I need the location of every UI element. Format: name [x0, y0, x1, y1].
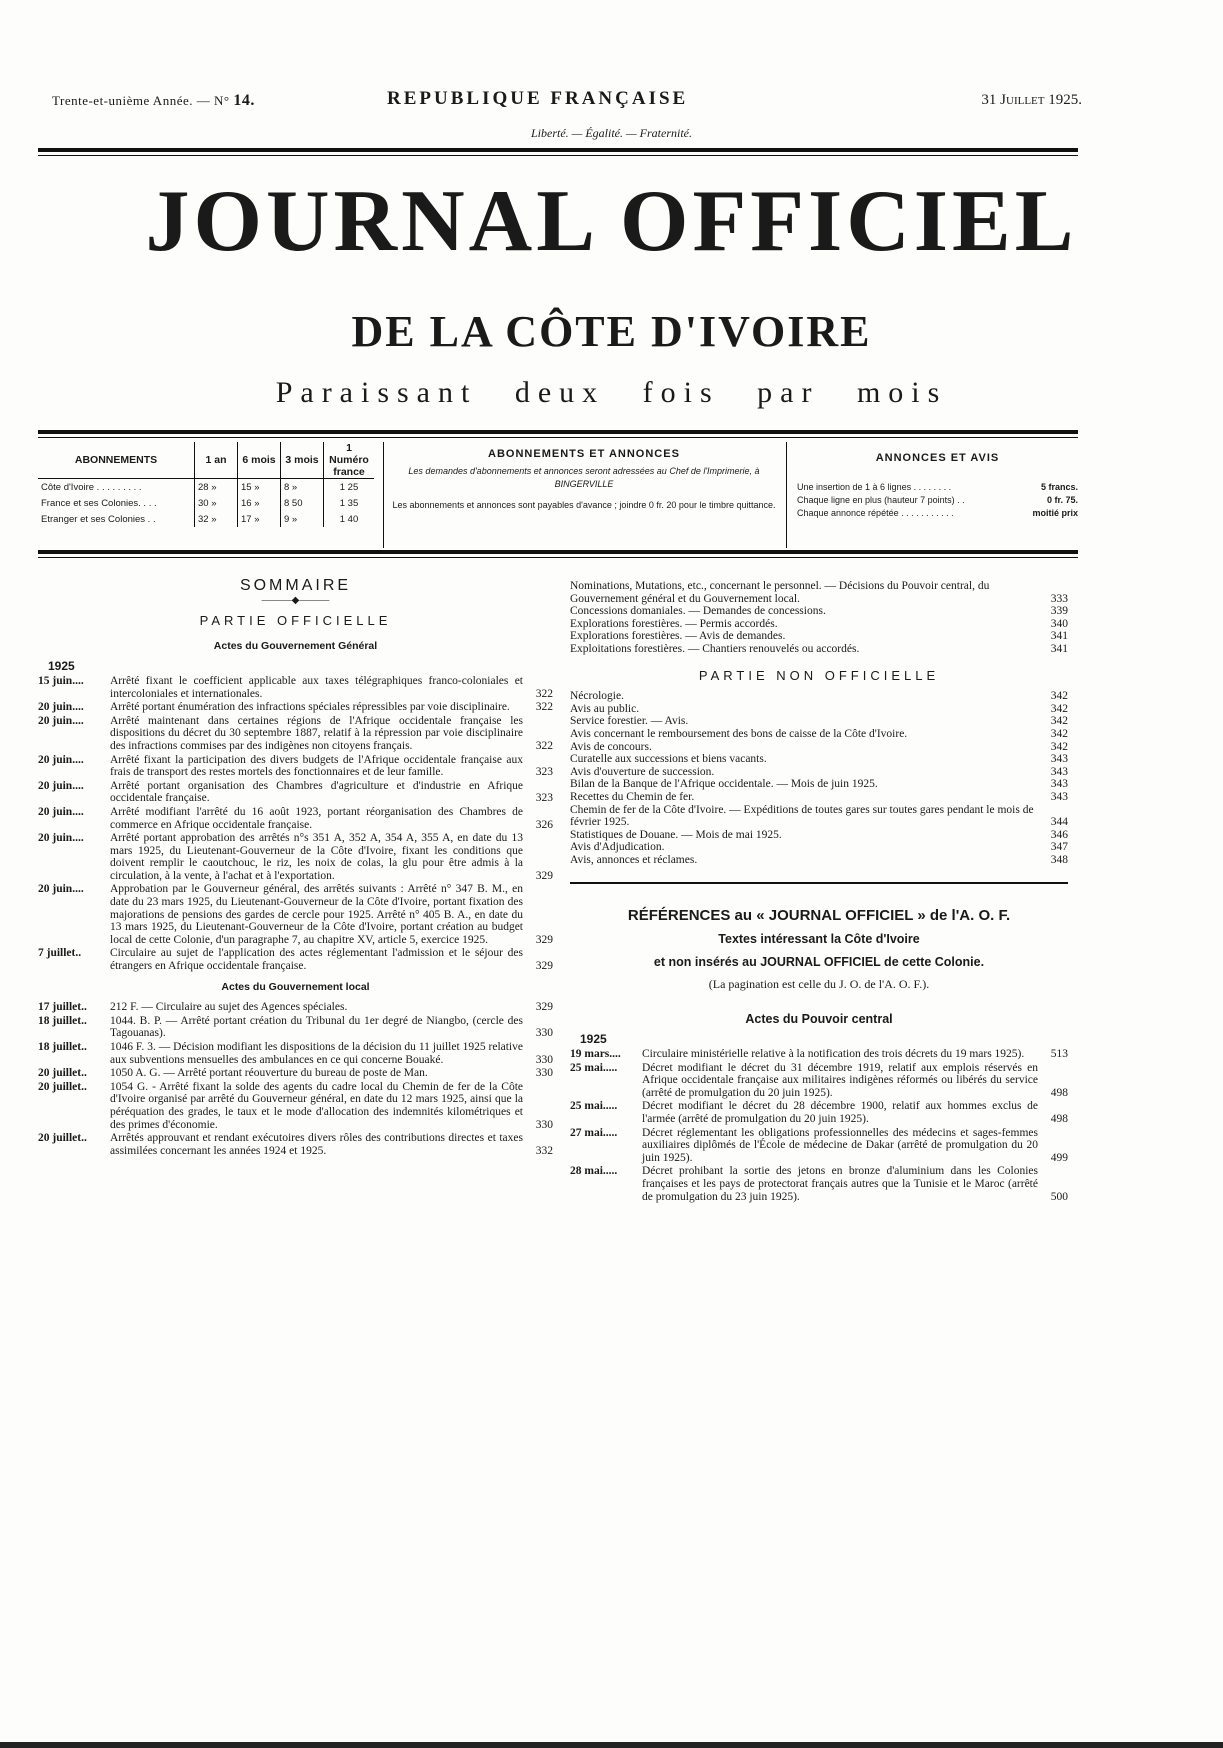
- entry-text: 1046 F. 3. — Décision modifiant les dispositions de la décision du 11 juillet 1925 relative aux subventions mensuelles des ambulances en ce qui concerne Bouaké.: [110, 1041, 523, 1066]
- entry-page: 342: [1050, 715, 1068, 728]
- ads-text-payment: Les abonnements et annonces sont payables d'avance ; joindre 0 fr. 20 pour le timbre quittance.: [392, 500, 776, 510]
- entry-text: Arrêté portant organisation des Chambres d'agriculture et d'industrie en Afrique occidentale française.: [110, 779, 523, 805]
- entry-text: Nominations, Mutations, etc., concernant le personnel. — Décisions du Pouvoir central, du Gouvernement général et du Gouvernement local.: [570, 580, 990, 605]
- notice-row: [797, 507, 1078, 520]
- entry-date: 20 juin....: [38, 779, 84, 792]
- entry-date: 20 juin....: [38, 714, 84, 727]
- entry-date: 18 juillet..: [38, 1041, 87, 1053]
- entry-page: 330: [535, 1118, 553, 1131]
- entry-page: 498: [1050, 1113, 1068, 1125]
- entry-text: Recettes du Chemin de fer.: [570, 790, 695, 803]
- entry-text: Arrêté maintenant dans certaines régions de l'Afrique occidentale française les dispositions du décret du 30 septembre 1887, relatif à la répression par voie disciplinaire des infractions commises par des indigènes non citoyens français.: [110, 714, 523, 752]
- entry-date: 25 mai.....: [570, 1061, 618, 1074]
- summary-entry: [38, 675, 553, 700]
- region-cell: France et ses Colonies. . . .: [41, 497, 157, 509]
- entry-page: 329: [535, 933, 553, 946]
- entry-text: Décret modifiant le décret du 28 décembre 1900, relatif aux hommes exclus de l'armée (arrêté de promulgation du 20 juin 1925).: [642, 1100, 1038, 1125]
- entry-text: Circulaire ministérielle relative à la notification des trois décrets du 19 mars 1925).: [642, 1048, 1025, 1061]
- summary-right-column: [570, 580, 1068, 1204]
- notice-text: Chaque annonce répétée . . . . . . . . . . .: [797, 508, 954, 518]
- price-cell: 8 50: [281, 495, 324, 511]
- entry-text: Arrêté fixant la participation des divers budgets de l'Afrique occidentale française aux frais de transport des restes mortels des fonctionnaires et de leur famille.: [110, 753, 523, 779]
- issue-header: [52, 88, 1082, 114]
- entry-text: Avis d'Adjudication.: [570, 841, 665, 854]
- summary-entry: [38, 947, 553, 972]
- ads-header: ABONNEMENTS ET ANNONCES: [488, 448, 680, 460]
- journal-subtitle: DE LA CÔTE D'IVOIRE: [351, 307, 872, 356]
- entry-page: 329: [535, 869, 553, 882]
- entry-text: Décret modifiant le décret du 31 décembre 1919, relatif aux emplois réservés en Afrique occidentale française aux militaires indigènes réformés ou libérés du service (arrêté de promulgation du 20 juin 1925).: [642, 1061, 1038, 1099]
- entry-page: 346: [1050, 828, 1068, 841]
- ads-text-address: Les demandes d'abonnements et annonces seront adressées au Chef de l'Imprimerie, à BINGERVILLE: [408, 466, 760, 489]
- price-cell: 17 »: [238, 511, 281, 527]
- entry-page: 322: [535, 739, 553, 752]
- entry-page: 348: [1050, 853, 1068, 866]
- summary-entry: [570, 630, 1068, 643]
- entry-date: 20 juin....: [38, 832, 84, 845]
- entry-date: 20 juin....: [38, 753, 84, 766]
- notice-row: [797, 481, 1078, 494]
- summary-left-column: [38, 577, 553, 1158]
- entry-page: 322: [535, 701, 553, 714]
- references-sub1: Textes intéressant la Côte d'Ivoire: [718, 932, 920, 947]
- section-rule: [570, 882, 1068, 884]
- col-single-issue: 1 Numéro france: [324, 442, 375, 479]
- price-cell: 32 »: [195, 511, 238, 527]
- summary-entry: [38, 1041, 553, 1066]
- entry-page: 513: [1050, 1048, 1068, 1061]
- notice-price: 0 fr. 75.: [1046, 495, 1078, 505]
- summary-entry: [38, 1081, 553, 1131]
- entry-date: 27 mai.....: [570, 1126, 618, 1139]
- entry-text: Décret prohibant la sortie des jetons en bronze d'aluminium dans les Colonies françaises et les pays de protectorat français autres que la Tunisie et le Maroc (arrêté de promulgation du 23 juin 1925).: [642, 1165, 1038, 1203]
- entry-text: 1044. B. P. — Arrêté portant création du Tribunal du 1er degré de Niangbo, (cercle des Tagouanas).: [110, 1014, 523, 1040]
- entry-date: 20 juin....: [38, 883, 84, 896]
- entry-date: 20 juin....: [38, 805, 84, 818]
- summary-entry: [570, 690, 1068, 703]
- entry-page: 500: [1050, 1190, 1068, 1203]
- page-bottom-border: [0, 1742, 1223, 1748]
- entry-page: 341: [1050, 642, 1068, 655]
- summary-entry: [38, 715, 553, 753]
- entry-text: Avis, annonces et réclames.: [570, 853, 698, 866]
- entry-page: 330: [535, 1027, 553, 1040]
- summary-entry: [570, 1165, 1068, 1203]
- price-cell: 9 »: [281, 511, 324, 527]
- summary-entry: [570, 766, 1068, 779]
- entry-date: 20 juillet..: [38, 1067, 87, 1080]
- republic-label: REPUBLIQUE FRANÇAISE: [387, 88, 689, 109]
- entry-page: 341: [1050, 630, 1068, 643]
- entry-page: 323: [535, 792, 553, 805]
- summary-entry: [38, 883, 553, 946]
- summary-entry: [570, 703, 1068, 716]
- price-cell: 8 »: [281, 479, 324, 496]
- summary-entry: [570, 1062, 1068, 1100]
- entry-text: Circulaire au sujet de l'application des actes réglementant l'admission et le séjour des étrangers en Afrique occidentale française.: [110, 947, 523, 973]
- entry-page: 343: [1050, 765, 1068, 778]
- subscription-label: ABONNEMENTS: [38, 442, 195, 479]
- entry-page: 322: [535, 687, 553, 700]
- summary-entry: [570, 643, 1068, 656]
- notices-box: [786, 442, 1078, 548]
- entry-text: Arrêté fixant le coefficient applicable aux taxes télégraphiques franco-coloniales et intercoloniales et internationales.: [110, 674, 523, 700]
- entry-text: Exploitations forestières. — Chantiers renouvelés ou accordés.: [570, 642, 860, 655]
- entry-text: 1054 G. - Arrêté fixant la solde des agents du cadre local du Chemin de fer de la Côte d'Ivoire organisé par arrêté du Gouverneur général, en date du 12 mars 1925, ainsi que la péréquation des grades, le taux et le mode d'allocation des indemnités kilométriques et des primes d'économie.: [110, 1080, 523, 1131]
- entry-page: 333: [1050, 592, 1068, 605]
- entry-text: Service forestier. — Avis.: [570, 715, 689, 728]
- summary-entry: [38, 832, 553, 882]
- summary-entry: [570, 753, 1068, 766]
- subscription-rule-thin: [38, 557, 1078, 558]
- references-note: (La pagination est celle du J. O. de l'A. O. F.).: [708, 977, 930, 992]
- summary-entry: [570, 741, 1068, 754]
- entry-date: 20 juillet..: [38, 1132, 87, 1145]
- unofficial-list: [570, 690, 1068, 866]
- part-official: PARTIE OFFICIELLE: [199, 613, 392, 629]
- references-sub2: et non insérés au JOURNAL OFFICIEL de cette Colonie.: [653, 954, 985, 969]
- entry-text: Chemin de fer de la Côte d'Ivoire. — Expéditions de toutes gares sur toutes gares pendant le mois de février 1925.: [570, 803, 1034, 829]
- col-three-months: 3 mois: [281, 442, 324, 479]
- notice-text: Chaque ligne en plus (hauteur 7 points) . .: [797, 495, 965, 505]
- references-title: RÉFÉRENCES au « JOURNAL OFFICIEL » de l'A. O. F.: [627, 907, 1011, 925]
- entry-page: 342: [1050, 702, 1068, 715]
- entry-date: 28 mai.....: [570, 1165, 618, 1178]
- summary-entry: [570, 715, 1068, 728]
- entry-text: Concessions domaniales. — Demandes de concessions.: [570, 605, 826, 618]
- entry-date: 18 juillet..: [38, 1014, 87, 1027]
- entry-text: Arrêté portant approbation des arrêtés n°s 351 A, 352 A, 354 A, 355 A, en date du 13 mars 1925, du Lieutenant-Gouverneur de la Côte d'Ivoire, fixant les conditions que doivent remplir le caoutchouc, le riz, les noix de colas, la glu pour être admis à la circulation, à la vente, à l'achat et à l'exportation.: [110, 832, 523, 882]
- price-cell: 16 »: [238, 495, 281, 511]
- entry-page: 342: [1050, 690, 1068, 703]
- summary-entry: [38, 754, 553, 779]
- masthead-rule-thin: [38, 437, 1078, 438]
- entry-text: Bilan de la Banque de l'Afrique occidentale. — Mois de juin 1925.: [570, 778, 878, 791]
- summary-entry: [570, 1048, 1068, 1061]
- summary-entry: [570, 1127, 1068, 1165]
- col-year: 1 an: [195, 442, 238, 479]
- entry-text: Avis concernant le remboursement des bons de caisse de la Côte d'Ivoire.: [570, 727, 908, 740]
- entry-text: Explorations forestières. — Avis de demandes.: [570, 630, 786, 643]
- notice-text: Une insertion de 1 à 6 lignes . . . . . . . .: [797, 482, 952, 492]
- issue-date: 31 Juillet 1925.: [981, 92, 1082, 108]
- entry-text: Arrêtés approuvant et rendant exécutoires divers rôles des contributions directes et taxes assimilées concernant les années 1924 et 1925.: [110, 1132, 523, 1157]
- year-label: 1925: [48, 659, 75, 674]
- ref-year-label: 1925: [580, 1032, 607, 1047]
- summary-entry: [570, 618, 1068, 631]
- entry-text: 1050 A. G. — Arrêté portant réouverture du bureau de poste de Man.: [110, 1067, 428, 1080]
- entry-page: 330: [535, 1067, 553, 1080]
- price-cell: 1 35: [324, 495, 375, 511]
- summary-entry: [38, 780, 553, 805]
- issue-prefix: Trente-et-unième Année. — N°: [52, 93, 230, 108]
- personnel-list: [570, 580, 1068, 656]
- entry-text: Arrêté modifiant l'arrêté du 16 août 1923, portant réorganisation des Chambres de commerce en Afrique occidentale française.: [110, 805, 523, 831]
- summary-entry: [570, 1100, 1068, 1125]
- summary-entry: [38, 701, 553, 714]
- entry-page: 329: [535, 1001, 553, 1014]
- entry-page: 499: [1050, 1151, 1068, 1164]
- ornament: ———◆———: [261, 594, 330, 606]
- entry-date: 7 juillet..: [38, 947, 82, 960]
- subscription-row: [38, 511, 374, 527]
- entry-date: 20 juin....: [38, 701, 84, 714]
- summary-entry: [38, 806, 553, 831]
- entry-text: Avis de concours.: [570, 740, 652, 753]
- entry-page: 340: [1050, 617, 1068, 630]
- summary-entry: [38, 1015, 553, 1040]
- subscription-table: [38, 442, 374, 527]
- ads-box: [383, 442, 784, 548]
- summary-entry: [570, 605, 1068, 618]
- entry-text: Nécrologie.: [570, 690, 624, 703]
- summary-entry: [570, 829, 1068, 842]
- header-rule: [38, 148, 1078, 152]
- entry-text: Explorations forestières. — Permis accordés.: [570, 617, 778, 630]
- entry-page: 326: [535, 818, 553, 831]
- entry-date: 19 mars....: [570, 1048, 621, 1061]
- entry-page: 344: [1050, 816, 1068, 829]
- price-cell: 28 »: [195, 479, 238, 496]
- entry-date: 17 juillet..: [38, 1001, 87, 1014]
- entry-page: 342: [1050, 727, 1068, 740]
- entry-text: Avis d'ouverture de succession.: [570, 765, 715, 778]
- general-acts-list: [38, 675, 553, 973]
- price-cell: 1 40: [324, 511, 375, 527]
- gov-local-heading: Actes du Gouvernement local: [221, 980, 370, 993]
- local-acts-list: [38, 1001, 553, 1157]
- entry-page: 323: [535, 766, 553, 779]
- region-cell: Etranger et ses Colonies . .: [41, 513, 156, 525]
- summary-entry: [570, 854, 1068, 867]
- notice-price: moitié prix: [1032, 508, 1078, 518]
- notice-row: [797, 494, 1078, 507]
- journal-tagline: Paraissant deux fois par mois: [275, 376, 948, 409]
- summary-entry: [38, 1132, 553, 1157]
- header-rule-thin: [38, 155, 1078, 156]
- references-list: [570, 1048, 1068, 1203]
- region-cell: Côte d'Ivoire . . . . . . . . .: [41, 481, 142, 493]
- entry-text: Approbation par le Gouverneur général, des arrêtés suivants : Arrêté n° 347 B. M., en date du 23 mars 1925, du Lieutenant-Gouverneur de la Côte d'Ivoire, portant fixation des majorations de pensions des gardes de cercle pour 1925. Arrêté n° 405 B. A., en date du 13 mars 1925, du Lieutenant-Gouverneur de la Côte d'Ivoire, portant création au budget local de cette Colonie, d'un paragraphe 7, au chapitre XV, article 5, exercice 1925.: [110, 883, 523, 946]
- entry-text: Arrêté portant énumération des infractions spéciales répressibles par voie disciplinaire.: [110, 701, 510, 714]
- issue-number: 14.: [233, 92, 255, 109]
- entry-page: 339: [1050, 605, 1068, 618]
- motto: Liberté. — Égalité. — Fraternité.: [531, 126, 692, 140]
- entry-page: 343: [1050, 778, 1068, 791]
- entry-page: 329: [535, 960, 553, 973]
- entry-text: Décret réglementant les obligations professionnelles des médecins et sages-femmes auxiliaires diplômés de l'École de médecine de Dakar (arrêté de promulgation du 20 juin 1925).: [642, 1126, 1038, 1164]
- notice-price: 5 francs.: [1040, 482, 1078, 492]
- issue-info: [52, 92, 255, 110]
- entry-date: 15 juin....: [38, 674, 84, 687]
- entry-date: 25 mai.....: [570, 1100, 618, 1113]
- summary-title: SOMMAIRE: [239, 577, 352, 594]
- entry-page: 343: [1050, 790, 1068, 803]
- entry-text: 212 F. — Circulaire au sujet des Agences spéciales.: [110, 1001, 348, 1014]
- gov-general-heading: Actes du Gouvernement Général: [213, 639, 378, 652]
- entry-page: 498: [1050, 1086, 1068, 1099]
- part-unofficial: PARTIE NON OFFICIELLE: [698, 667, 940, 683]
- price-cell: 15 »: [238, 479, 281, 496]
- summary-entry: [38, 1001, 553, 1014]
- masthead-rule: [38, 430, 1078, 434]
- subscription-row: [38, 495, 374, 511]
- price-cell: 1 25: [324, 479, 375, 496]
- summary-entry: [570, 804, 1068, 829]
- price-cell: 30 »: [195, 495, 238, 511]
- entry-text: Avis au public.: [570, 702, 640, 715]
- col-six-months: 6 mois: [238, 442, 281, 479]
- summary-entry: [570, 728, 1068, 741]
- summary-entry: [570, 778, 1068, 791]
- journal-title: JOURNAL OFFICIEL: [145, 173, 1078, 270]
- entry-page: 347: [1050, 841, 1068, 854]
- entry-page: 343: [1050, 753, 1068, 766]
- central-power-heading: Actes du Pouvoir central: [745, 1011, 893, 1026]
- entry-text: Statistiques de Douane. — Mois de mai 1925.: [570, 828, 782, 841]
- entry-page: 342: [1050, 740, 1068, 753]
- summary-entry: [38, 1067, 553, 1080]
- subscription-box: [38, 442, 1078, 548]
- summary-entry: [570, 580, 1068, 605]
- subscription-row: [38, 479, 374, 496]
- notices-header: ANNONCES ET AVIS: [875, 452, 1000, 464]
- summary-entry: [570, 841, 1068, 854]
- entry-text: Curatelle aux successions et biens vacants.: [570, 753, 767, 766]
- subscription-rule: [38, 550, 1078, 554]
- summary-entry: [570, 791, 1068, 804]
- entry-page: 330: [535, 1053, 553, 1066]
- entry-page: 332: [535, 1144, 553, 1157]
- entry-date: 20 juillet..: [38, 1080, 87, 1093]
